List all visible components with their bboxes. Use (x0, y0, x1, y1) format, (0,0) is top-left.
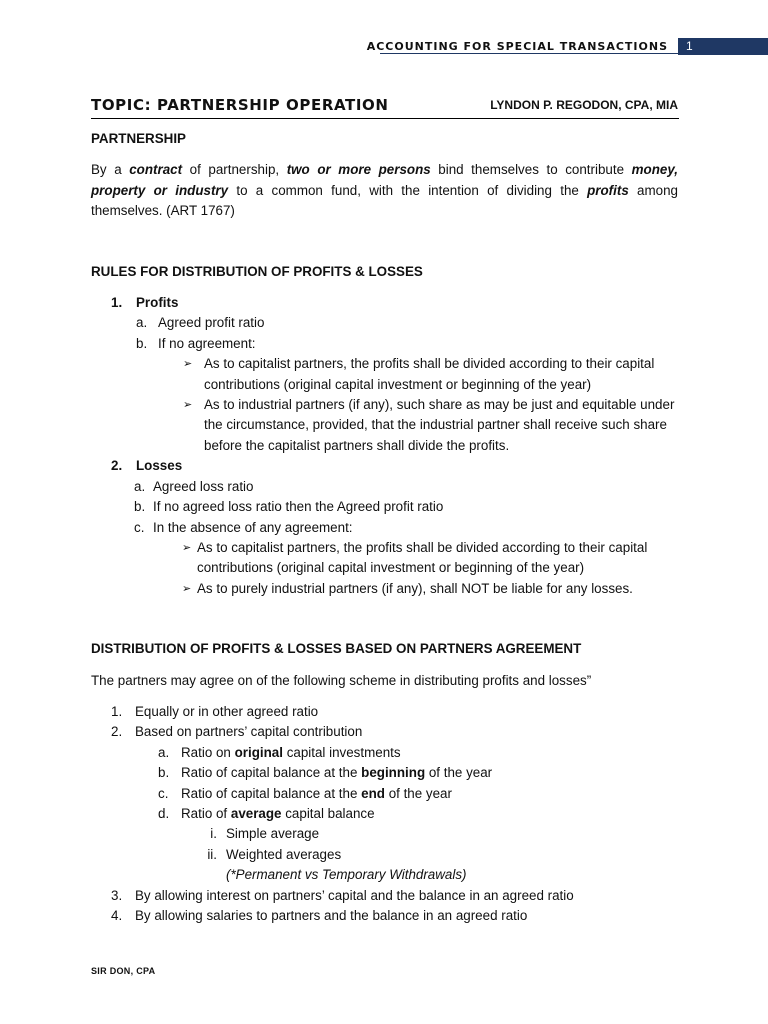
def-text: bind themselves to contribute (430, 162, 632, 178)
list-item-text: Equally or in other agreed ratio (135, 703, 319, 719)
list-item-emph: end (361, 785, 385, 801)
list-marker: b. (136, 335, 148, 351)
def-emph-contract: contract (129, 162, 183, 178)
list-item (91, 497, 678, 517)
list-item (91, 804, 678, 824)
def-text: among themselves. (ART 1767) (91, 182, 678, 219)
bullet-item (91, 538, 678, 579)
def-emph-persons: two or more persons (286, 162, 431, 178)
list-item (91, 722, 678, 742)
list-marker: c. (134, 519, 145, 535)
list-item (91, 784, 678, 804)
list-item-text: Based on partners’ capital contribution (135, 724, 363, 740)
list-item-label: Losses (136, 458, 183, 474)
list-marker: 1. (111, 295, 123, 311)
list-marker: b. (158, 765, 170, 781)
list-marker: 2. (111, 724, 123, 740)
document-body (91, 129, 678, 926)
bullet-text: contributions (original capital investment or beginning of the year) (197, 560, 585, 576)
arrow-bullet-icon: ➢ (183, 358, 193, 371)
footer-text: SIR DON, CPA (91, 966, 156, 976)
list-marker: 1. (111, 703, 123, 719)
list-marker: 3. (111, 887, 123, 903)
note-text: (*Permanent vs Temporary Withdrawals) (226, 867, 467, 883)
def-text: to a common fund, with the intention of dividing the (228, 182, 588, 198)
list-item-text: Ratio of capital balance at the (181, 785, 362, 801)
bullet-item (91, 395, 678, 456)
arrow-bullet-icon: ➢ (182, 582, 192, 595)
list-item (91, 313, 678, 333)
list-item-text: of the year (425, 765, 493, 781)
list-item-label: Profits (136, 295, 179, 311)
list-item-text: Ratio of capital balance at the (181, 765, 362, 781)
list-item (91, 334, 678, 354)
list-item-emph: beginning (361, 765, 426, 781)
section-heading-partnership: PARTNERSHIP (91, 131, 186, 146)
list-marker: i. (210, 826, 217, 842)
list-item-text: By allowing interest on partners’ capital and the balance in an agreed ratio (135, 887, 574, 903)
header-rule (380, 53, 678, 54)
list-item (91, 763, 678, 783)
bullet-text: As to capitalist partners, the profits shall be divided according to their capital (204, 356, 655, 372)
rules-list (91, 293, 678, 599)
list-item (91, 886, 678, 906)
list-item (91, 824, 678, 844)
list-marker: a. (136, 315, 148, 331)
list-item (91, 743, 678, 763)
arrow-bullet-icon: ➢ (183, 399, 193, 412)
list-item-text: Ratio on (181, 744, 235, 760)
list-marker: ii. (207, 846, 217, 862)
list-item-text: Agreed profit ratio (158, 315, 265, 331)
list-marker: 4. (111, 908, 123, 923)
list-item (91, 477, 678, 497)
agreement-list (91, 702, 678, 926)
topic-title: TOPIC: PARTNERSHIP OPERATION (91, 96, 389, 114)
list-item-text: capital balance (281, 805, 375, 821)
title-rule (91, 118, 679, 119)
list-marker: b. (134, 499, 146, 515)
list-item-text: If no agreed loss ratio then the Agreed profit ratio (153, 499, 444, 515)
bullet-text: As to purely industrial partners (if any), shall NOT be liable for any losses. (197, 580, 633, 596)
list-marker: c. (158, 785, 169, 801)
arrow-bullet-icon: ➢ (182, 541, 192, 554)
running-header: ACCOUNTING FOR SPECIAL TRANSACTIONS (366, 40, 668, 53)
list-item-text: Weighted averages (226, 846, 342, 862)
bullet-text: before the capitalist partners shall divide the profits. (204, 437, 510, 453)
author-name: LYNDON P. REGODON, CPA, MIA (490, 98, 678, 112)
list-marker: a. (158, 744, 170, 760)
list-marker: a. (134, 478, 146, 494)
page-number: 1 (678, 38, 768, 55)
list-item-profits (91, 293, 678, 313)
list-marker: d. (158, 805, 170, 821)
def-emph-profits: profits (587, 182, 629, 198)
agreement-intro: The partners may agree on of the following scheme in distributing profits and losses” (91, 672, 592, 688)
list-item-text: capital investments (282, 744, 401, 760)
section-heading-rules: RULES FOR DISTRIBUTION OF PROFITS & LOSSES (91, 263, 423, 279)
list-item-losses (91, 456, 678, 476)
partnership-definition (91, 160, 678, 221)
list-item-emph: original (234, 744, 283, 760)
def-text: of partnership, (182, 162, 287, 178)
bullet-text: the circumstance, provided, that the industrial partner shall receive such share (204, 417, 667, 433)
list-item-text: of the year (384, 785, 452, 801)
bullet-text: As to capitalist partners, the profits shall be divided according to their capital (197, 539, 648, 555)
list-item-text: If no agreement: (158, 335, 256, 351)
def-emph-contribution: money, property or industry (91, 162, 678, 198)
section-heading-agreement: DISTRIBUTION OF PROFITS & LOSSES BASED ON PARTNERS AGREEMENT (91, 641, 582, 657)
list-item-text: Simple average (226, 826, 320, 842)
list-item-text: Ratio of (181, 805, 231, 821)
bullet-text: As to industrial partners (if any), such share as may be just and equitable under (204, 397, 675, 413)
bullet-item (91, 579, 678, 599)
list-item (91, 518, 678, 538)
def-text: By a (91, 162, 130, 178)
list-item (91, 845, 678, 865)
list-item-text: Agreed loss ratio (153, 478, 254, 494)
list-item (91, 906, 678, 926)
list-item-emph: average (230, 805, 282, 821)
list-item-text: In the absence of any agreement: (153, 519, 353, 535)
bullet-item (91, 354, 678, 395)
bullet-text: contributions (original capital investment or beginning of the year) (204, 376, 592, 392)
list-item (91, 702, 678, 722)
list-item-text: By allowing salaries to partners and the balance in an agreed ratio (135, 908, 528, 923)
list-marker: 2. (111, 458, 123, 474)
